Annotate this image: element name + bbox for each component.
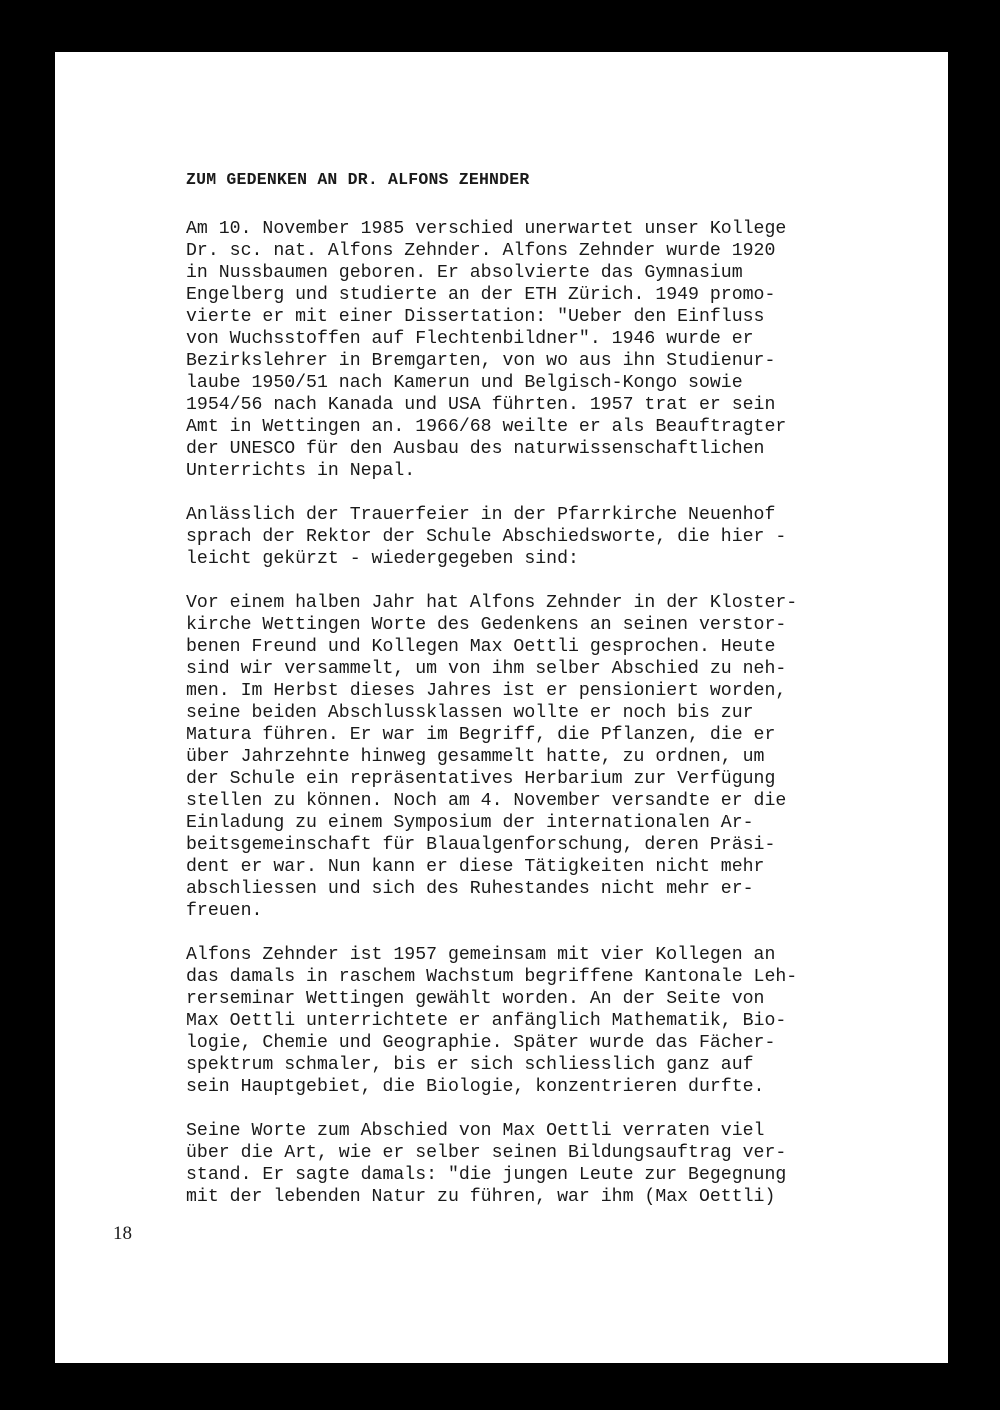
text-line: das damals in raschem Wachstum begriffene Kantonale Leh- xyxy=(186,967,798,987)
paragraph xyxy=(186,504,886,570)
text-line: sprach der Rektor der Schule Abschiedsworte, die hier - xyxy=(186,527,787,547)
paragraph xyxy=(186,592,886,922)
text-line: Max Oettli unterrichtete er anfänglich Mathematik, Bio- xyxy=(186,1011,787,1031)
text-line: sein Hauptgebiet, die Biologie, konzentrieren durfte. xyxy=(186,1077,765,1097)
text-line: benen Freund und Kollegen Max Oettli gesprochen. Heute xyxy=(186,637,776,657)
text-line: freuen. xyxy=(186,901,263,921)
article-title: ZUM GEDENKEN AN DR. ALFONS ZEHNDER xyxy=(186,170,530,189)
text-line: stand. Er sagte damals: "die jungen Leute zur Begegnung xyxy=(186,1165,787,1185)
text-line: 1954/56 nach Kanada und USA führten. 1957 trat er sein xyxy=(186,395,776,415)
text-line: leicht gekürzt - wiedergegeben sind: xyxy=(186,549,579,569)
text-line: logie, Chemie und Geographie. Später wurde das Fächer- xyxy=(186,1033,776,1053)
paragraph xyxy=(186,1120,886,1208)
text-line: Dr. sc. nat. Alfons Zehnder. Alfons Zehnder wurde 1920 xyxy=(186,241,776,261)
text-line: von Wuchsstoffen auf Flechtenbildner". 1946 wurde er xyxy=(186,329,754,349)
text-line: laube 1950/51 nach Kamerun und Belgisch-Kongo sowie xyxy=(186,373,743,393)
text-line: Anlässlich der Trauerfeier in der Pfarrkirche Neuenhof xyxy=(186,505,776,525)
text-line: in Nussbaumen geboren. Er absolvierte das Gymnasium xyxy=(186,263,743,283)
text-line: seine beiden Abschlussklassen wollte er noch bis zur xyxy=(186,703,754,723)
text-line: Amt in Wettingen an. 1966/68 weilte er als Beauftragter xyxy=(186,417,787,437)
text-line: über die Art, wie er selber seinen Bildungsauftrag ver- xyxy=(186,1143,787,1163)
text-line: Engelberg und studierte an der ETH Zürich. 1949 promo- xyxy=(186,285,776,305)
text-line: Vor einem halben Jahr hat Alfons Zehnder in der Kloster- xyxy=(186,593,798,613)
paragraph xyxy=(186,944,886,1098)
paragraph xyxy=(186,218,886,482)
text-line: Alfons Zehnder ist 1957 gemeinsam mit vier Kollegen an xyxy=(186,945,776,965)
text-line: Unterrichts in Nepal. xyxy=(186,461,416,481)
text-line: stellen zu können. Noch am 4. November versandte er die xyxy=(186,791,787,811)
text-line: mit der lebenden Natur zu führen, war ihm (Max Oettli) xyxy=(186,1187,776,1207)
text-line: der UNESCO für den Ausbau des naturwissenschaftlichen xyxy=(186,439,765,459)
page-number: 18 xyxy=(113,1223,132,1244)
text-line: dent er war. Nun kann er diese Tätigkeiten nicht mehr xyxy=(186,857,765,877)
text-line: Bezirkslehrer in Bremgarten, von wo aus ihn Studienur- xyxy=(186,351,776,371)
text-line: Seine Worte zum Abschied von Max Oettli verraten viel xyxy=(186,1121,765,1141)
text-line: Einladung zu einem Symposium der internationalen Ar- xyxy=(186,813,754,833)
document-page xyxy=(55,52,948,1363)
text-line: Matura führen. Er war im Begriff, die Pflanzen, die er xyxy=(186,725,776,745)
text-line: vierte er mit einer Dissertation: "Ueber den Einfluss xyxy=(186,307,765,327)
article-body xyxy=(186,169,886,1230)
text-line: men. Im Herbst dieses Jahres ist er pensioniert worden, xyxy=(186,681,787,701)
text-line: spektrum schmaler, bis er sich schliesslich ganz auf xyxy=(186,1055,754,1075)
text-line: über Jahrzehnte hinweg gesammelt hatte, zu ordnen, um xyxy=(186,747,765,767)
text-line: der Schule ein repräsentatives Herbarium zur Verfügung xyxy=(186,769,776,789)
text-line: beitsgemeinschaft für Blaualgenforschung, deren Präsi- xyxy=(186,835,776,855)
text-line: sind wir versammelt, um von ihm selber Abschied zu neh- xyxy=(186,659,787,679)
text-line: kirche Wettingen Worte des Gedenkens an seinen verstor- xyxy=(186,615,787,635)
text-line: abschliessen und sich des Ruhestandes nicht mehr er- xyxy=(186,879,754,899)
text-line: Am 10. November 1985 verschied unerwartet unser Kollege xyxy=(186,219,787,239)
text-line: rerseminar Wettingen gewählt worden. An der Seite von xyxy=(186,989,765,1009)
